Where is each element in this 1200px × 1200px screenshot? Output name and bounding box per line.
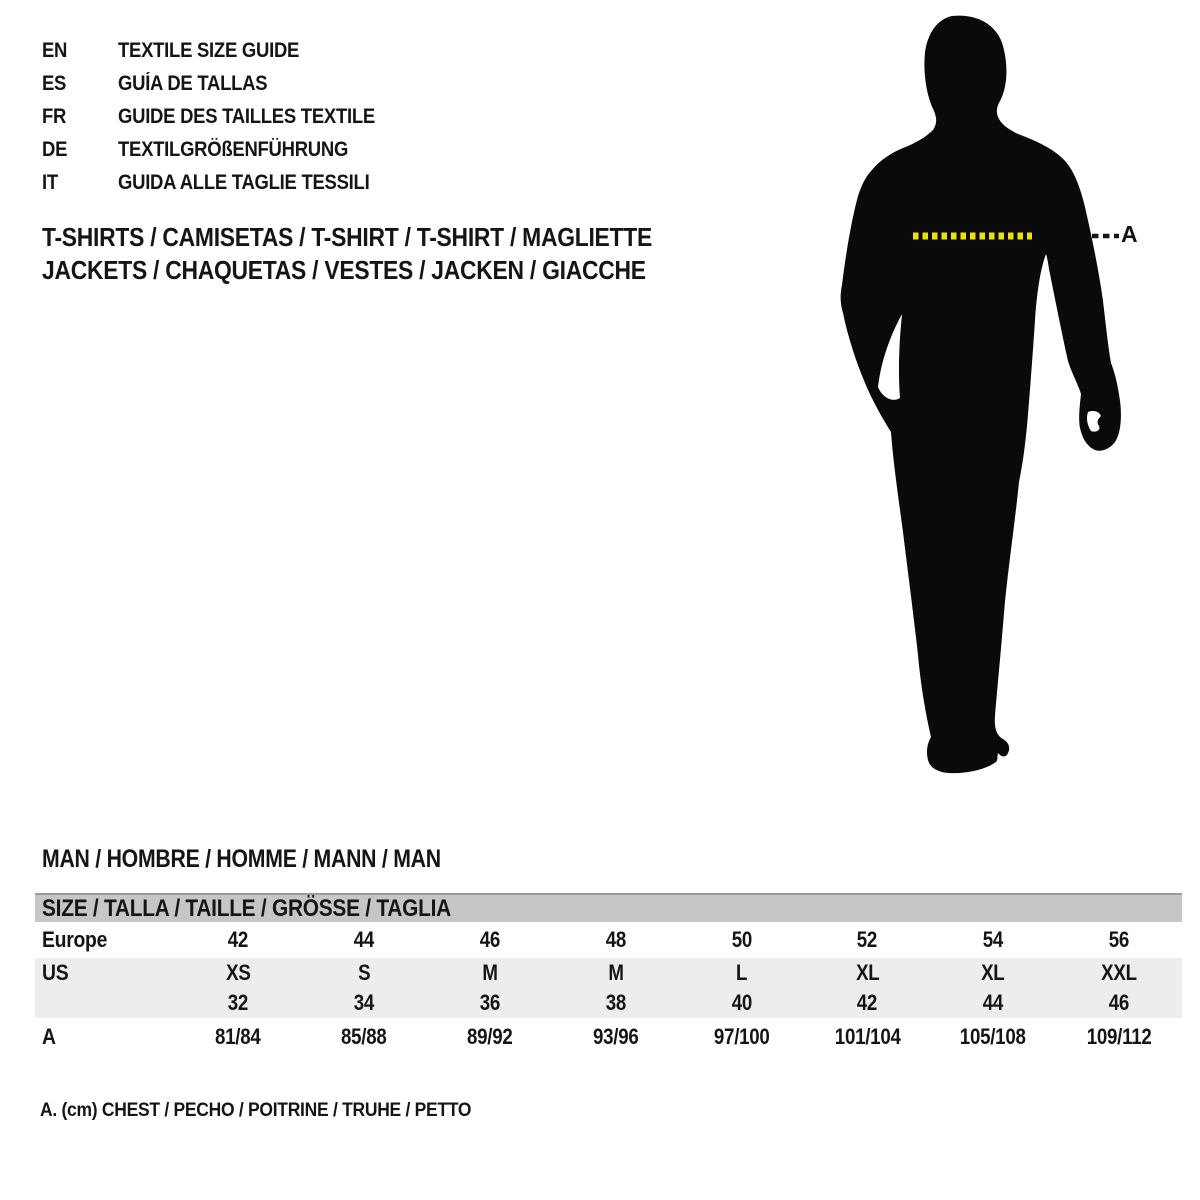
table-cell: 42 xyxy=(857,990,878,1015)
man-silhouette xyxy=(818,10,1140,800)
table-cell: 54 xyxy=(983,927,1004,952)
measure-label-a: A xyxy=(1121,221,1138,247)
table-cell: 44 xyxy=(983,990,1004,1015)
table-cell: M xyxy=(482,960,498,985)
table-cell: S xyxy=(357,960,370,985)
size-table xyxy=(35,893,1182,1056)
table-cell: 46 xyxy=(1108,990,1130,1015)
table-row xyxy=(35,988,1182,1018)
table-cell: XL xyxy=(855,960,879,985)
guide-title: TEXTILE SIZE GUIDE xyxy=(118,38,300,62)
table-cell: XS xyxy=(225,960,251,985)
size-table-header-text: SIZE / TALLA / TAILLE / GRÖSSE / TAGLIA xyxy=(42,895,451,922)
table-cell: 52 xyxy=(857,927,878,952)
table-cell: 93/96 xyxy=(592,1024,639,1049)
table-cell: 85/88 xyxy=(341,1024,387,1049)
table-cell: 56 xyxy=(1108,927,1130,952)
language-row xyxy=(42,133,410,166)
table-cell: L xyxy=(735,960,748,985)
table-row xyxy=(35,958,1182,988)
table-cell: 44 xyxy=(353,927,374,952)
language-code: ES xyxy=(42,71,67,95)
language-code: DE xyxy=(42,137,68,161)
table-cell: XL xyxy=(981,960,1005,985)
guide-title: TEXTILGRÖßENFÜHRUNG xyxy=(118,137,349,161)
table-cell: 50 xyxy=(731,927,752,952)
size-table-header xyxy=(35,893,1182,922)
table-row xyxy=(35,922,1182,958)
language-row xyxy=(42,100,410,133)
table-cell: 34 xyxy=(353,990,374,1015)
table-cell: 105/108 xyxy=(960,1024,1027,1049)
table-cell: 97/100 xyxy=(713,1024,770,1049)
table-cell: 101/104 xyxy=(834,1024,901,1049)
table-cell: 81/84 xyxy=(215,1024,261,1049)
section-title-man xyxy=(42,845,511,874)
table-cell: 32 xyxy=(227,990,249,1015)
measure-footnote xyxy=(40,1100,509,1122)
language-row xyxy=(42,166,410,199)
table-cell: 109/112 xyxy=(1086,1024,1152,1049)
row-label: US xyxy=(42,960,69,985)
table-cell: 36 xyxy=(479,990,500,1015)
table-cell: 38 xyxy=(605,990,626,1015)
category-line-jackets: JACKETS / CHAQUETAS / VESTES / JACKEN / GIACCHE xyxy=(42,255,646,285)
table-row xyxy=(35,1018,1182,1056)
language-code: IT xyxy=(42,170,58,194)
table-cell: 40 xyxy=(731,990,752,1015)
language-row xyxy=(42,34,410,67)
table-cell: XXL xyxy=(1101,960,1137,985)
table-cell: 89/92 xyxy=(466,1024,513,1049)
section-title-text: MAN / HOMBRE / HOMME / MANN / MAN xyxy=(42,845,441,873)
guide-title: GUIDE DES TAILLES TEXTILE xyxy=(118,104,375,128)
language-code: FR xyxy=(42,104,67,128)
category-lines xyxy=(42,221,735,287)
size-table-body xyxy=(35,922,1182,1056)
guide-title: GUIDA ALLE TAGLIE TESSILI xyxy=(118,170,370,194)
guide-title: GUÍA DE TALLAS xyxy=(118,71,268,95)
language-code: EN xyxy=(42,38,68,62)
language-list xyxy=(42,34,410,199)
row-label: A xyxy=(42,1024,56,1049)
table-cell: 48 xyxy=(605,927,626,952)
table-cell: 46 xyxy=(479,927,500,952)
row-label: Europe xyxy=(42,927,108,952)
category-line-tshirts: T-SHIRTS / CAMISETAS / T-SHIRT / T-SHIRT / MAGLIETTE xyxy=(42,222,652,252)
table-cell: M xyxy=(607,960,624,985)
language-row xyxy=(42,67,410,100)
measure-footnote-text: A. (cm) CHEST / PECHO / POITRINE / TRUHE / PETTO xyxy=(40,1100,472,1121)
table-cell: 42 xyxy=(227,927,249,952)
